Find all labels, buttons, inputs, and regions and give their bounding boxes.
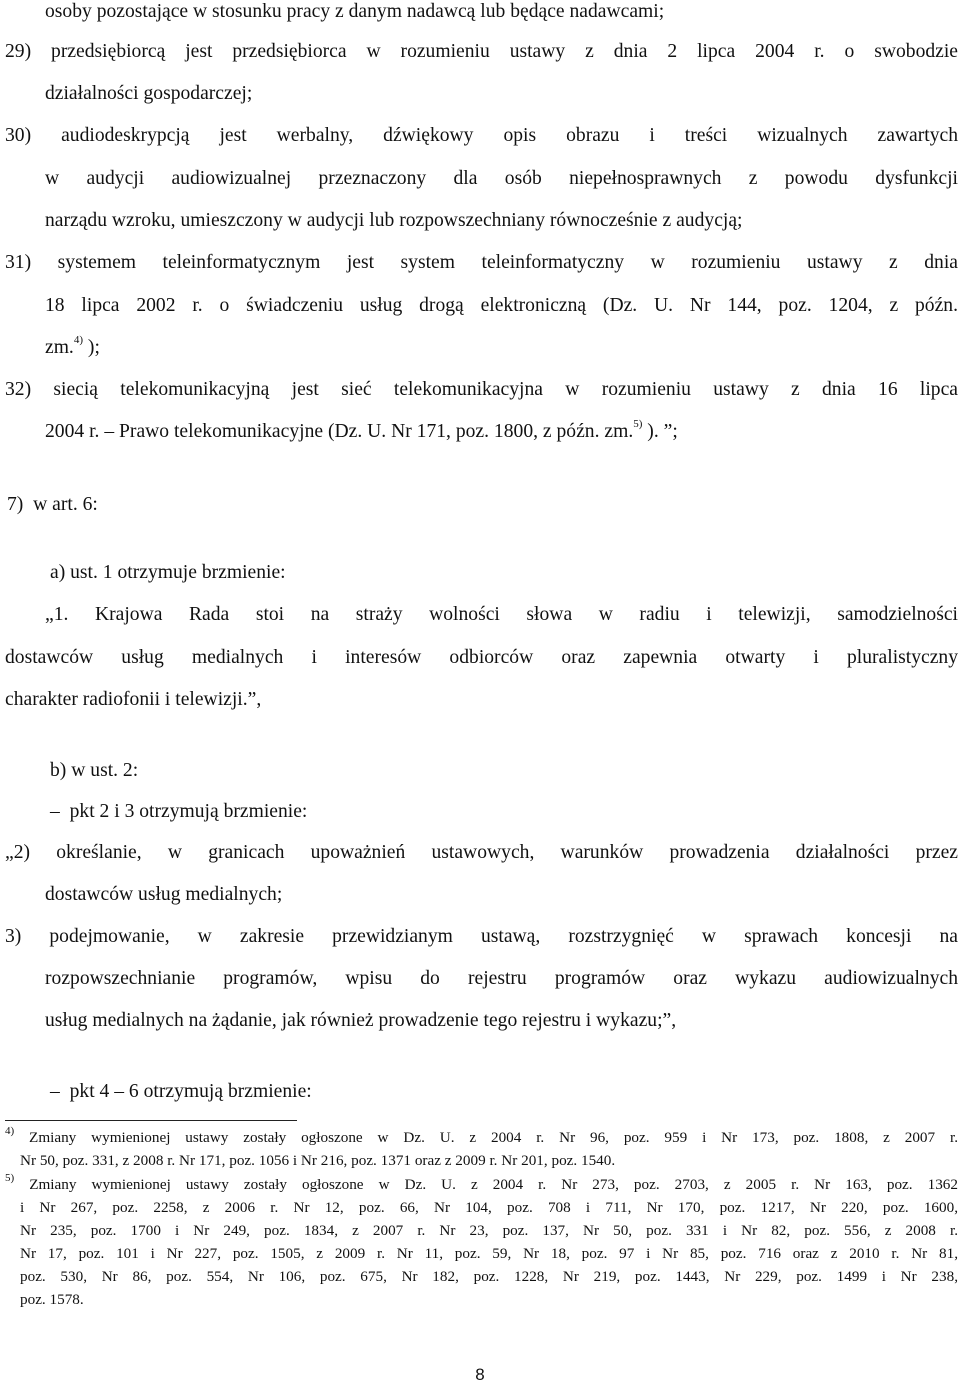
definition-29: 29) przedsiębiorcą jest przedsiębiorca w rozumieniu ustawy z dnia 2 lipca 2004 r. o swobodzie [5,41,958,62]
footnote-ref-4: 4) [73,334,84,347]
subitem-a: a) ust. 1 otrzymuje brzmienie: [50,562,286,583]
quoted-text-line: „1. Krajowa Rada stoi na straży wolności słowa w radiu i telewizji, samodzielności [45,604,958,625]
text-line: zm.$^{4)}$ ); [45,334,100,358]
footnote-5: $^{5)}$ Zmiany wymienionej ustawy zostały ogłoszone w Dz. U. z 2004 r. Nr 273, poz. 2703, z 2005 r. Nr 163, poz. 1362 [5,1171,958,1193]
footnote-5-line: Nr 235, poz. 1700 i Nr 249, poz. 1834, z 2007 r. Nr 23, poz. 137, Nr 50, poz. 331 i Nr 82, poz. 556, z 2008 r. [20,1222,958,1239]
quoted-text-line: „2) określanie, w granicach upoważnień ustawowych, warunków prowadzenia działalności przez [5,842,958,863]
quoted-text-line: rozpowszechnianie programów, wpisu do rejestru programów oraz wykazu audiowizualnych [45,968,958,989]
footnote-5-line: poz. 530, Nr 86, poz. 554, Nr 106, poz. 675, Nr 182, poz. 1228, Nr 219, poz. 1443, Nr 229, poz. 1499 i Nr 238, [20,1268,958,1285]
text-line: narządu wzroku, umieszczony w audycji lub rozpowszechniany równocześnie z audycją; [45,210,743,231]
footnote-4-line: Nr 50, poz. 331, z 2008 r. Nr 171, poz. 1056 i Nr 216, poz. 1371 oraz z 2009 r. Nr 201, poz. 1540. [20,1152,616,1169]
quoted-text-line: charakter radiofonii i telewizji.”, [5,689,262,710]
footnote-ref-5: 5) [633,418,643,431]
quoted-text-line: dostawców usług medialnych; [45,884,283,905]
subitem-b: b) w ust. 2: [50,760,139,781]
footnote-5-line: i Nr 267, poz. 2258, z 2006 r. Nr 12, poz. 66, Nr 104, poz. 708 i 711, Nr 170, poz. 1217, Nr 220, poz. 1600, [20,1199,958,1216]
dash-item: – pkt 4 – 6 otrzymują brzmienie: [50,1081,312,1102]
footnote-4: $^{4)}$ Zmiany wymienionej ustawy zostały ogłoszone w Dz. U. z 2004 r. Nr 96, poz. 959 i Nr 173, poz. 1808, z 2007 r. [5,1124,958,1146]
text-line: 18 lipca 2002 r. o świadczeniu usług drogą elektroniczną (Dz. U. Nr 144, poz. 1204, z późn. [45,295,958,316]
footnote-5-line: poz. 1578. [20,1291,84,1308]
text-line: działalności gospodarczej; [45,83,253,104]
text-line: osoby pozostające w stosunku pracy z danym nadawcą lub będące nadawcami; [45,1,665,22]
page-number: 8 [475,1365,485,1384]
footnote-5-line: Nr 17, poz. 101 i Nr 227, poz. 1505, z 2009 r. Nr 11, poz. 59, Nr 18, poz. 97 i Nr 85, poz. 716 oraz z 2010 r. Nr 81, [20,1245,958,1262]
footnote-separator [5,1120,297,1121]
dash-item: – pkt 2 i 3 otrzymują brzmienie: [50,801,308,822]
definition-30: 30) audiodeskrypcją jest werbalny, dźwiękowy opis obrazu i treści wizualnych zawartych [5,125,958,146]
quoted-text-line: 3) podejmowanie, w zakresie przewidzianym ustawą, rozstrzygnięć w sprawach koncesji na [5,926,958,947]
quoted-text-line: usług medialnych na żądanie, jak również prowadzenie tego rejestru i wykazu;”, [45,1010,677,1031]
definition-32: 32) siecią telekomunikacyjną jest sieć telekomunikacyjna w rozumieniu ustawy z dnia 16 lipca [5,379,958,400]
text-line: w audycji audiowizualnej przeznaczony dla osób niepełnosprawnych z powodu dysfunkcji [45,168,958,189]
text-line: 2004 r. – Prawo telekomunikacyjne (Dz. U. Nr 171, poz. 1800, z późn. zm.$^{5)}$ ). ”; [45,418,678,442]
definition-31: 31) systemem teleinformatycznym jest system teleinformatyczny w rozumieniu ustawy z dnia [5,252,958,273]
article-item-7: 7) w art. 6: [7,494,98,515]
quoted-text-line: dostawców usług medialnych i interesów odbiorców oraz zapewnia otwarty i pluralistyczny [5,647,958,668]
